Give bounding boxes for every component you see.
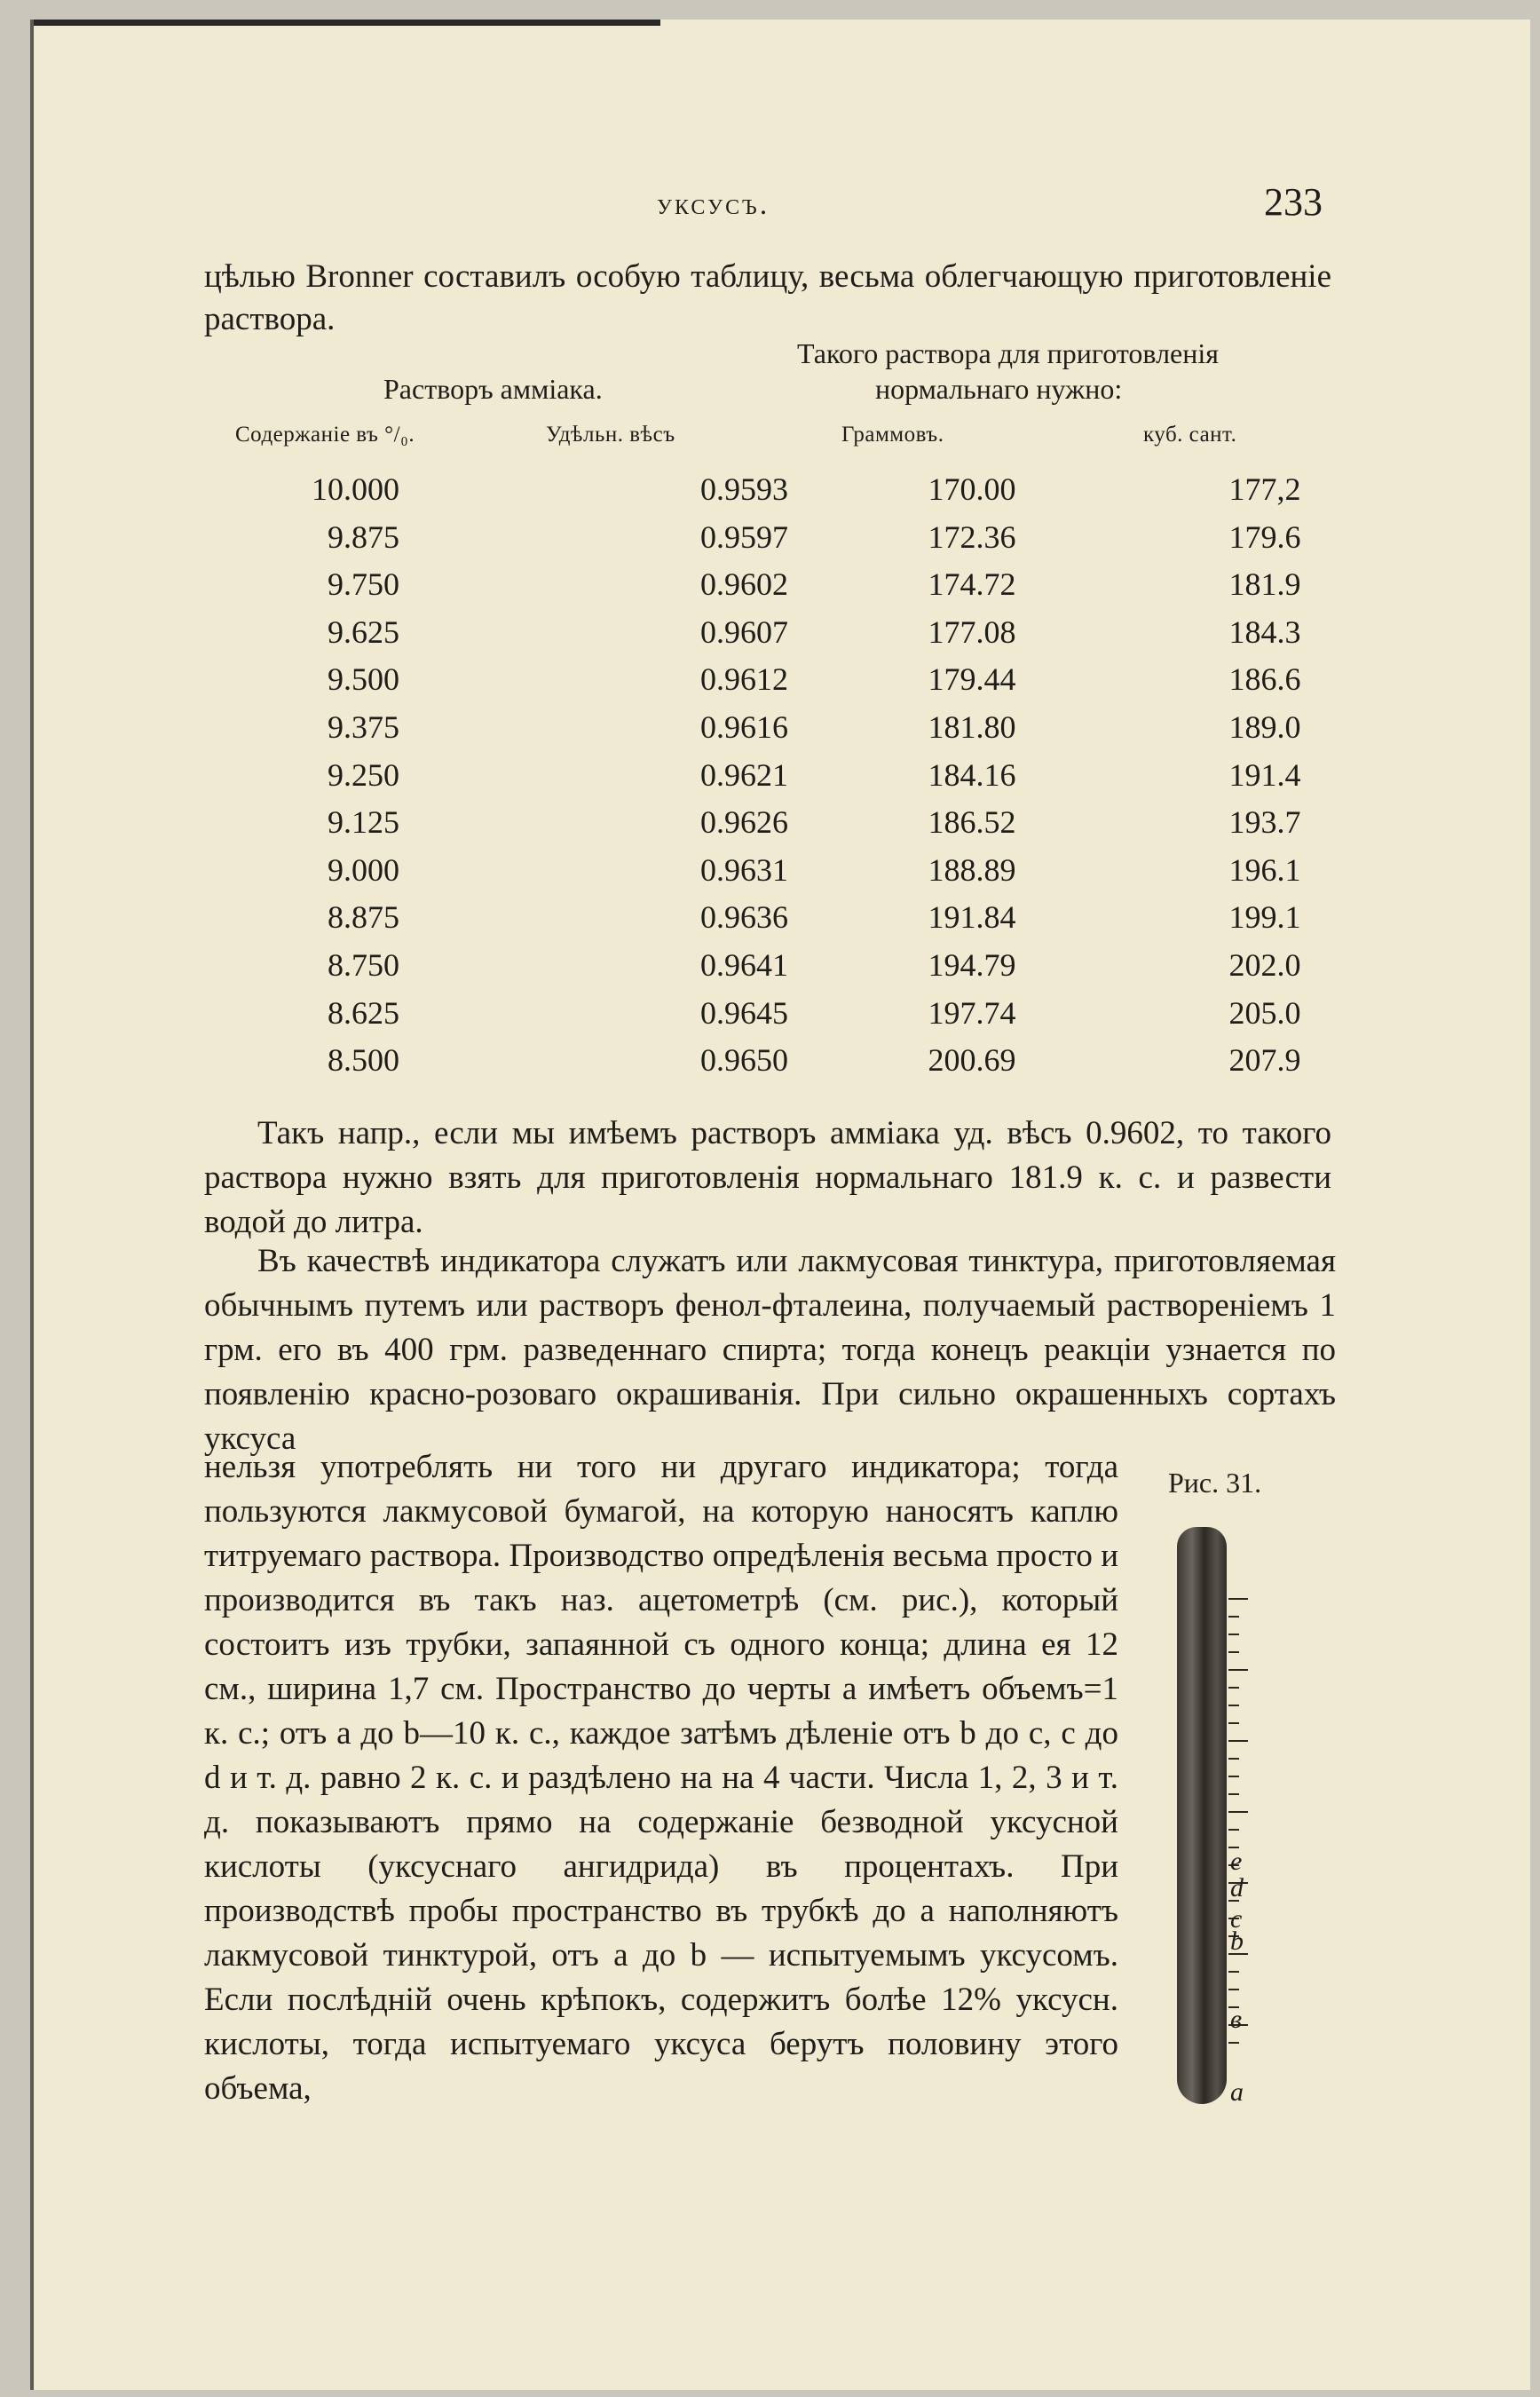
- table-cell: 191.4: [1228, 756, 1301, 793]
- table-row: [204, 708, 1331, 756]
- table-cell: 0.9602: [700, 566, 788, 603]
- top-edge-shadow: [30, 20, 660, 26]
- graduation-mark: [1228, 1811, 1248, 1813]
- table-cell: 0.9645: [700, 994, 788, 1031]
- table-row: [204, 946, 1331, 994]
- table-row: [204, 994, 1331, 1042]
- table-cell: 186.6: [1228, 661, 1301, 698]
- table-cell: 184.3: [1228, 613, 1301, 650]
- table-cell: 8.875: [328, 899, 399, 936]
- table-cell: 188.89: [928, 851, 1016, 888]
- table-row: [204, 471, 1331, 518]
- figure-caption: Рис. 31.: [1168, 1467, 1262, 1499]
- graduation-mark: [1228, 1598, 1248, 1600]
- graduation-mark: [1228, 1793, 1239, 1795]
- table-cell: 194.79: [928, 946, 1016, 983]
- table-cell: 200.69: [928, 1042, 1016, 1079]
- graduation-mark: [1228, 1669, 1248, 1671]
- page-left-edge: [30, 20, 34, 2390]
- table-row: [204, 518, 1331, 566]
- table-row: [204, 566, 1331, 613]
- table-cell: 9.750: [328, 566, 399, 603]
- table-cell: 0.9626: [700, 804, 788, 841]
- table-row: [204, 756, 1331, 804]
- table-row: [204, 613, 1331, 661]
- tube-letter: e: [1230, 1847, 1243, 1876]
- graduation-mark: [1228, 1971, 1239, 1973]
- paragraph-acetometer: нельзя употреблять ни того ни другаго индикатора; тогда пользуются лакмусовой бумагой, на которую наносятъ каплю титруемаго раствора. Производство опредѣленія весьма просто и производится въ такъ наз. ацетометрѣ (см. рис.), который состоитъ изъ трубки, запаянной съ одного конца; длина ея 12 см., ширина 1,7 см. Пространство до черты a имѣетъ объемъ=1 к. с.; отъ a до b—10 к. с., каждое затѣмъ дѣленіе отъ b до c, c до d и т. д. равно 2 к. с. и раздѣлено на на 4 части. Числа 1, 2, 3 и т. д. показываютъ прямо на содержаніе безводной уксусной кислоты (уксуснаго ангидрида) въ процентахъ. При производствѣ пробы пространство въ трубкѣ до a наполняютъ лакмусовой тинктурой, отъ a до b — испытуемымъ уксусомъ. Если послѣдній очень крѣпокъ, содержитъ болѣе 12% уксусн. кислоты, тогда испытуемаго уксуса берутъ половину этого объема,: [204, 1449, 1118, 2107]
- table-cell: 0.9641: [700, 946, 788, 983]
- table-cell: 196.1: [1228, 851, 1301, 888]
- tube-letter: в: [1230, 2005, 1243, 2034]
- table-cell: 9.875: [328, 518, 399, 555]
- table-cell: 8.500: [328, 1042, 399, 1079]
- table-cell: 9.625: [328, 613, 399, 650]
- paragraph-indicator: Въ качествѣ индикатора служатъ или лакмусовая тинктура, приготовляемая обычнымъ путемъ или растворъ фенол-фталеина, получаемый раствореніемъ 1 грм. его въ 400 грм. разведеннаго спирта; тогда конецъ реакціи узнается по появленію красно-розоваго окрашиванія. При сильно окрашенныхъ сортахъ уксуса: [204, 1243, 1336, 1457]
- table-group-heading-right-line1: Такого раствора для приготовленія: [797, 337, 1219, 369]
- table-cell: 202.0: [1228, 946, 1301, 983]
- table-cell: 0.9616: [700, 708, 788, 745]
- graduation-mark: [1228, 1829, 1239, 1831]
- table-cell: 191.84: [928, 899, 1016, 936]
- table-cell: 0.9612: [700, 661, 788, 698]
- running-title: уксусъ.: [657, 188, 770, 221]
- graduation-mark: [1228, 2042, 1239, 2044]
- table-group-heading-right-line2: нормальнаго нужно:: [875, 373, 1123, 405]
- table-cell: 9.250: [328, 756, 399, 793]
- table-cell: 0.9607: [700, 613, 788, 650]
- table-cell: 174.72: [928, 566, 1016, 603]
- graduation-mark: [1228, 1616, 1239, 1618]
- table-cell: 179.6: [1228, 518, 1301, 555]
- graduation-mark: [1228, 1758, 1239, 1760]
- table-cell: 8.625: [328, 994, 399, 1031]
- graduation-mark: [1228, 1687, 1239, 1689]
- table-cell: 9.375: [328, 708, 399, 745]
- tube-letter: a: [1230, 2077, 1244, 2107]
- table-cell: 186.52: [928, 804, 1016, 841]
- table-row: [204, 898, 1331, 946]
- table-cell: 8.750: [328, 946, 399, 983]
- table-cell: 193.7: [1228, 804, 1301, 841]
- tube-letter: d: [1230, 1873, 1244, 1903]
- table-cell: 0.9636: [700, 899, 788, 936]
- table-cell: 181.9: [1228, 566, 1301, 603]
- column-header-density: Удѣльн. вѣсъ: [546, 423, 675, 447]
- table-cell: 199.1: [1228, 899, 1301, 936]
- table-cell: 9.125: [328, 804, 399, 841]
- table-cell: 177.08: [928, 613, 1016, 650]
- table-cell: 172.36: [928, 518, 1016, 555]
- column-header-cc: куб. сант.: [1143, 423, 1237, 447]
- table-cell: 177,2: [1228, 471, 1301, 507]
- paragraph-example: Такъ напр., если мы имѣемъ растворъ амміака уд. вѣсъ 0.9602, то такого раствора нужно взять для приготовленія нормальнаго 181.9 к. с. и развести водой до литра.: [204, 1115, 1331, 1240]
- graduation-mark: [1228, 1776, 1239, 1777]
- table-cell: 184.16: [928, 756, 1016, 793]
- tube-letter: b: [1230, 1926, 1244, 1956]
- graduation-mark: [1228, 1634, 1239, 1635]
- graduation-mark: [1228, 1989, 1239, 1990]
- table-cell: 0.9650: [700, 1042, 788, 1079]
- column-header-grams: Граммовъ.: [841, 423, 944, 447]
- graduation-mark: [1228, 1722, 1239, 1724]
- table-row: [204, 803, 1331, 851]
- table-cell: 9.000: [328, 851, 399, 888]
- table-cell: 9.500: [328, 661, 399, 698]
- table-cell: 0.9621: [700, 756, 788, 793]
- table-group-heading-left: Растворъ амміака.: [383, 373, 603, 405]
- intro-paragraph: цѣлью Bronner составилъ особую таблицу, весьма облегчающую приготовленіе раствора.: [204, 258, 1331, 337]
- graduation-mark: [1228, 1740, 1248, 1742]
- table-cell: 170.00: [928, 471, 1016, 507]
- tube-letter: c: [1230, 1904, 1243, 1934]
- column-header-content: Содержаніе въ °/₀.: [235, 423, 415, 447]
- table-cell: 207.9: [1228, 1042, 1301, 1079]
- table-cell: 0.9593: [700, 471, 788, 507]
- table-cell: 179.44: [928, 661, 1016, 698]
- table-cell: 197.74: [928, 994, 1016, 1031]
- table-row: [204, 661, 1331, 708]
- table-cell: 181.80: [928, 708, 1016, 745]
- table-cell: 10.000: [312, 471, 399, 507]
- table-cell: 189.0: [1228, 708, 1301, 745]
- table-cell: 0.9631: [700, 851, 788, 888]
- table-row: [204, 1041, 1331, 1089]
- table-cell: 205.0: [1228, 994, 1301, 1031]
- page-number: 233: [1264, 180, 1323, 224]
- table-row: [204, 851, 1331, 899]
- ammonia-table: [204, 471, 1331, 1089]
- acetometer-tube-figure: [1177, 1527, 1227, 2104]
- table-cell: 0.9597: [700, 518, 788, 555]
- graduation-mark: [1228, 1705, 1239, 1706]
- graduation-mark: [1228, 1651, 1239, 1653]
